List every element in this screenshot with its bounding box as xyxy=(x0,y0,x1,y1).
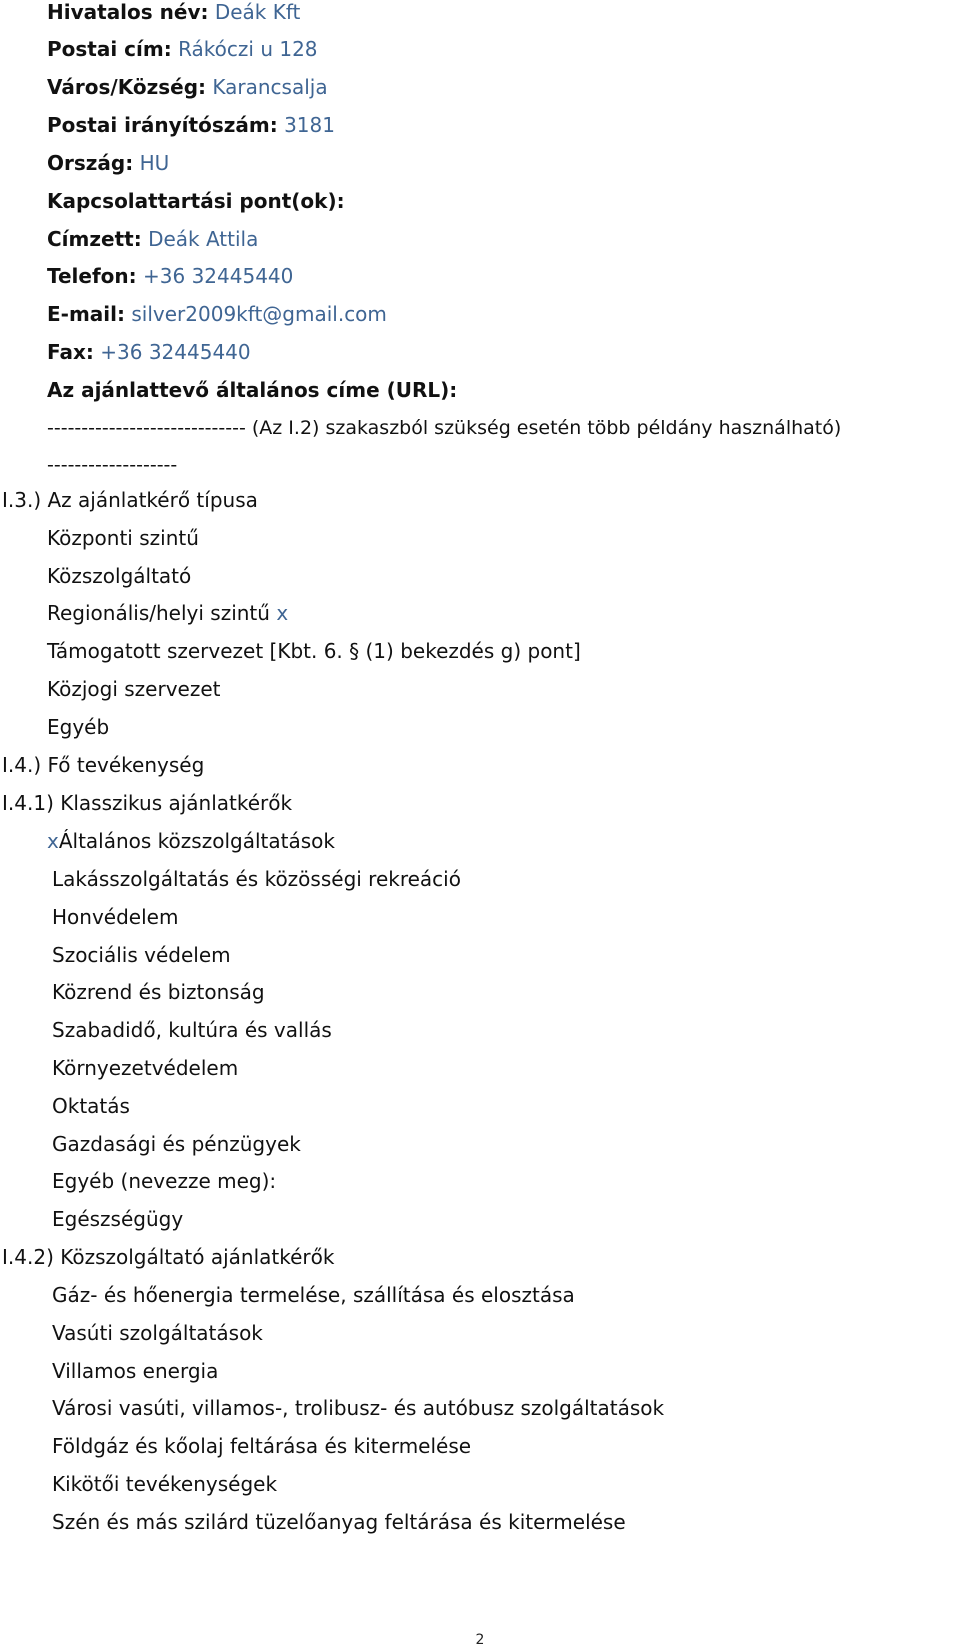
contact-points-row xyxy=(47,188,345,214)
official-name-row xyxy=(47,0,300,25)
email-value: silver2009kft@gmail.com xyxy=(131,302,387,326)
list-item: Honvédelem xyxy=(52,905,179,929)
check-mark: x xyxy=(47,829,59,853)
list-item: Közszolgáltató xyxy=(47,564,192,588)
phone-label: Telefon: xyxy=(47,264,137,288)
list-item: Környezetvédelem xyxy=(52,1056,239,1080)
list-item: Szén és más szilárd tüzelőanyag feltárása és kitermelése xyxy=(52,1510,626,1534)
section-i3-heading: I.3.) Az ajánlatkérő típusa xyxy=(2,488,258,512)
recipient-value: Deák Attila xyxy=(148,227,259,251)
phone-value: +36 32445440 xyxy=(143,264,294,288)
section-i4-heading: I.4.) Fő tevékenység xyxy=(2,753,205,777)
separator-row xyxy=(47,415,841,441)
list-item-checked xyxy=(47,600,288,626)
list-item: Földgáz és kőolaj feltárása és kitermelése xyxy=(52,1434,472,1458)
list-item: Egyéb xyxy=(47,715,110,739)
page-number: 2 xyxy=(475,1632,485,1648)
postal-address-row xyxy=(47,36,318,62)
list-item: Egyéb (nevezze meg): xyxy=(52,1169,277,1193)
phone-row xyxy=(47,263,293,289)
country-row xyxy=(47,150,169,176)
city-label: Város/Község: xyxy=(47,75,207,99)
list-item: Villamos energia xyxy=(52,1359,219,1383)
list-item: Közjogi szervezet xyxy=(47,677,221,701)
list-item: Szociális védelem xyxy=(52,943,231,967)
postal-code-label: Postai irányítószám: xyxy=(47,113,278,137)
url-label: Az ajánlattevő általános címe (URL): xyxy=(47,378,458,402)
separator-note: (Az I.2) szakaszból szükség esetén több példány használható) xyxy=(251,417,842,439)
list-item: Városi vasúti, villamos-, trolibusz- és autóbusz szolgáltatások xyxy=(52,1396,665,1420)
postal-address-label: Postai cím: xyxy=(47,37,172,61)
check-mark: x xyxy=(276,601,289,625)
official-name-label: Hivatalos név: xyxy=(47,0,209,24)
email-row xyxy=(47,301,387,327)
list-item: Központi szintű xyxy=(47,526,199,550)
list-item: Gazdasági és pénzügyek xyxy=(52,1132,301,1156)
city-row xyxy=(47,74,328,100)
list-item: Oktatás xyxy=(52,1094,130,1118)
contact-points-label: Kapcsolattartási pont(ok): xyxy=(47,189,345,213)
list-item: Kikötői tevékenységek xyxy=(52,1472,278,1496)
url-row xyxy=(47,377,457,403)
section-i41-heading: I.4.1) Klasszikus ajánlatkérők xyxy=(2,791,293,815)
list-item: Egészségügy xyxy=(52,1207,184,1231)
list-item: Lakásszolgáltatás és közösségi rekreáció xyxy=(52,867,461,891)
separator-dashes-2: ------------------- xyxy=(47,454,178,476)
list-item: Közrend és biztonság xyxy=(52,980,265,1004)
fax-value: +36 32445440 xyxy=(100,340,251,364)
city-value: Karancsalja xyxy=(212,75,328,99)
list-item: Gáz- és hőenergia termelése, szállítása és elosztása xyxy=(52,1283,575,1307)
postal-code-value: 3181 xyxy=(284,113,335,137)
official-name-value: Deák Kft xyxy=(214,0,301,24)
fax-label: Fax: xyxy=(47,340,94,364)
recipient-row xyxy=(47,226,258,252)
fax-row xyxy=(47,339,251,365)
list-item: Vasúti szolgáltatások xyxy=(52,1321,263,1345)
list-item: Támogatott szervezet [Kbt. 6. § (1) bekezdés g) pont] xyxy=(47,639,581,663)
separator-dashes: ----------------------------- xyxy=(47,417,246,439)
recipient-label: Címzett: xyxy=(47,227,142,251)
list-item-checked xyxy=(47,828,335,854)
country-label: Ország: xyxy=(47,151,134,175)
section-i42-heading: I.4.2) Közszolgáltató ajánlatkérők xyxy=(2,1245,335,1269)
email-label: E-mail: xyxy=(47,302,126,326)
list-item-label: Általános közszolgáltatások xyxy=(58,829,335,853)
list-item: Szabadidő, kultúra és vallás xyxy=(52,1018,332,1042)
country-value: HU xyxy=(139,151,170,175)
postal-address-value: Rákóczi u 128 xyxy=(178,37,318,61)
postal-code-row xyxy=(47,112,335,138)
list-item-label: Regionális/helyi szintű xyxy=(47,601,270,625)
